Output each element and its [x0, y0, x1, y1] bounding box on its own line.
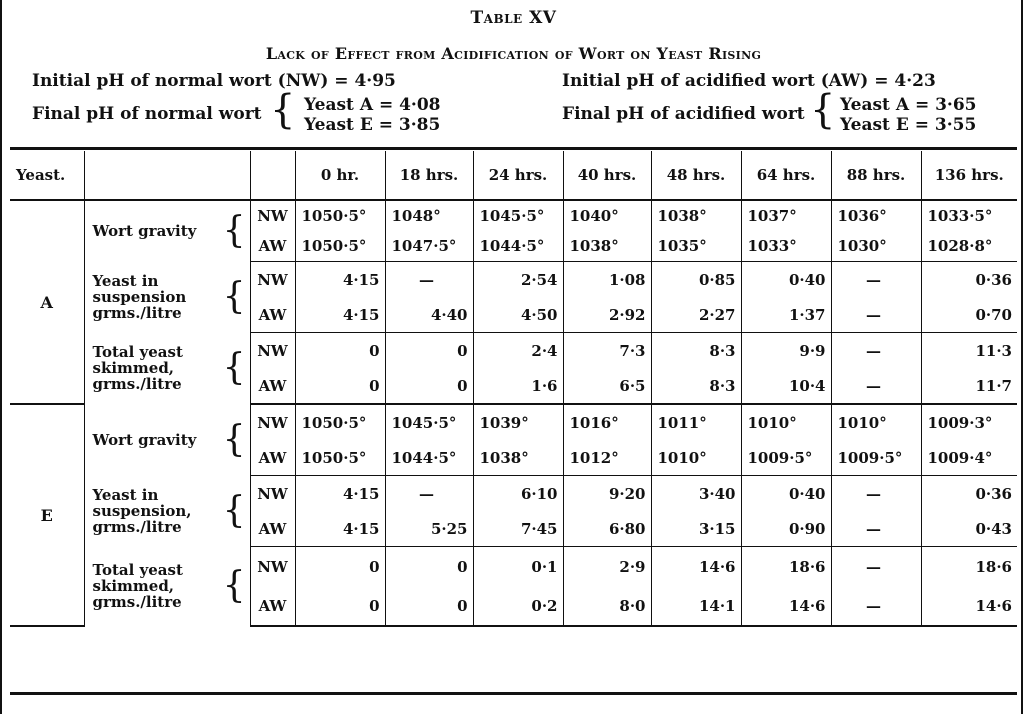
- header-row: [10, 151, 1017, 200]
- wort-type-tag: AW: [250, 511, 295, 547]
- table-cell: 9·9: [741, 333, 831, 369]
- table-cell: 0: [295, 368, 385, 404]
- row-description-text: Wort gravity: [92, 430, 197, 449]
- table-cell: 4·40: [385, 297, 473, 333]
- column-header: 64 hrs.: [741, 151, 831, 200]
- table-cell: 2·92: [563, 297, 651, 333]
- table-cell: 4·15: [295, 476, 385, 512]
- table-cell: 1010°: [831, 404, 921, 440]
- table-cell: 0: [385, 368, 473, 404]
- column-header: 40 hrs.: [563, 151, 651, 200]
- table-cell: 1038°: [563, 231, 651, 262]
- table-cell: 1·08: [563, 262, 651, 298]
- table-row: [10, 476, 1017, 512]
- table-cell: 14·6: [741, 586, 831, 626]
- column-header: [84, 151, 250, 200]
- row-description-text: Total yeast skimmed, grms./litre: [92, 343, 183, 394]
- table-row: [10, 404, 1017, 440]
- column-header: 24 hrs.: [473, 151, 563, 200]
- wort-type-tag: NW: [250, 262, 295, 298]
- table-cell: 10·4: [741, 368, 831, 404]
- table-cell: —: [831, 262, 921, 298]
- table-cell: 8·3: [651, 368, 741, 404]
- table-cell: 1050·5°: [295, 200, 385, 231]
- table-cell: 6·10: [473, 476, 563, 512]
- table-cell: 1048°: [385, 200, 473, 231]
- table-row: [10, 262, 1017, 298]
- table-row: [10, 547, 1017, 587]
- table-cell: 0: [295, 586, 385, 626]
- column-header: Yeast.: [16, 166, 66, 184]
- brace-icon: {: [222, 276, 246, 317]
- brace-icon: {: [222, 418, 246, 460]
- table-cell: 0: [385, 547, 473, 587]
- wort-type-tag: AW: [250, 368, 295, 404]
- final-normal-A: Yeast A = 4·08: [304, 95, 441, 115]
- table-cell: 0: [385, 586, 473, 626]
- table-row: [10, 200, 1017, 231]
- row-description: [84, 262, 250, 333]
- brace-icon: {: [810, 87, 836, 133]
- table-cell: 11·3: [921, 333, 1017, 369]
- column-header: 18 hrs.: [385, 151, 473, 200]
- wort-type-tag: NW: [250, 404, 295, 440]
- table-subtitle: Lack of Effect from Acidification of Wort on Yeast Rising: [265, 44, 762, 63]
- table-cell: 1010°: [741, 404, 831, 440]
- table-cell: 14·6: [651, 547, 741, 587]
- row-description-text: Wort gravity: [92, 222, 197, 241]
- table-cell: 1045·5°: [473, 200, 563, 231]
- table-cell: 1050·5°: [295, 231, 385, 262]
- table-title: Table XV: [470, 8, 557, 28]
- row-description-text: Total yeast skimmed, grms./litre: [92, 561, 183, 612]
- table-cell: 1045·5°: [385, 404, 473, 440]
- table-cell: 4·50: [473, 297, 563, 333]
- table-cell: 6·80: [563, 511, 651, 547]
- wort-type-tag: AW: [250, 586, 295, 626]
- table-cell: 4·15: [295, 262, 385, 298]
- table-cell: 1033·5°: [921, 200, 1017, 231]
- table-cell: 1044·5°: [385, 440, 473, 476]
- table-cell: —: [831, 511, 921, 547]
- brace-icon: {: [222, 210, 246, 252]
- column-header: 0 hr.: [295, 151, 385, 200]
- table-cell: —: [831, 586, 921, 626]
- table-cell: 1038°: [651, 200, 741, 231]
- initial-normal-ph: Initial pH of normal wort (NW) = 4·95: [32, 71, 396, 91]
- table-cell: 7·45: [473, 511, 563, 547]
- brace-icon: {: [222, 490, 246, 531]
- table-cell: 1033°: [741, 231, 831, 262]
- column-header: [250, 151, 295, 200]
- brace-icon: {: [270, 87, 296, 133]
- table-cell: 0·2: [473, 586, 563, 626]
- table-cell: 6·5: [563, 368, 651, 404]
- row-description: [84, 333, 250, 405]
- table-cell: 1047·5°: [385, 231, 473, 262]
- table-cell: 2·27: [651, 297, 741, 333]
- table-cell: —: [385, 476, 473, 512]
- table-cell: 0·40: [741, 476, 831, 512]
- initial-acidified-ph: Initial pH of acidified wort (AW) = 4·23: [562, 71, 936, 91]
- table-cell: 11·7: [921, 368, 1017, 404]
- row-description-text: Yeast in suspension grms./litre: [92, 272, 187, 322]
- table-cell: 3·15: [651, 511, 741, 547]
- table-cell: 0·85: [651, 262, 741, 298]
- table-cell: 2·54: [473, 262, 563, 298]
- table-cell: 0·70: [921, 297, 1017, 333]
- table-cell: 1038°: [473, 440, 563, 476]
- wort-type-tag: AW: [250, 440, 295, 476]
- table-cell: 7·3: [563, 333, 651, 369]
- brace-icon: {: [222, 347, 246, 389]
- table-cell: 1009·5°: [741, 440, 831, 476]
- table-cell: 5·25: [385, 511, 473, 547]
- top-rule: [10, 147, 1017, 150]
- wort-type-tag: NW: [250, 333, 295, 369]
- table-cell: 0·1: [473, 547, 563, 587]
- table-cell: 1009·3°: [921, 404, 1017, 440]
- table-cell: —: [831, 547, 921, 587]
- table-cell: 1016°: [563, 404, 651, 440]
- table-cell: —: [385, 262, 473, 298]
- table-cell: 1050·5°: [295, 404, 385, 440]
- table-cell: —: [831, 297, 921, 333]
- table-cell: 4·15: [295, 511, 385, 547]
- table-cell: 0·90: [741, 511, 831, 547]
- data-table: [10, 151, 1017, 627]
- table-cell: 1·6: [473, 368, 563, 404]
- table-cell: 1050·5°: [295, 440, 385, 476]
- final-normal-E: Yeast E = 3·85: [304, 115, 441, 135]
- table-cell: 1030°: [831, 231, 921, 262]
- wort-type-tag: NW: [250, 200, 295, 231]
- final-normal-label: Final pH of normal wort: [32, 104, 262, 124]
- table-cell: 18·6: [741, 547, 831, 587]
- table-cell: 1012°: [563, 440, 651, 476]
- table-row: [10, 333, 1017, 369]
- table-cell: 0·36: [921, 262, 1017, 298]
- table-cell: 1039°: [473, 404, 563, 440]
- table-cell: 4·15: [295, 297, 385, 333]
- wort-type-tag: NW: [250, 547, 295, 587]
- table-cell: 14·6: [921, 586, 1017, 626]
- column-header: 48 hrs.: [651, 151, 741, 200]
- table-cell: 14·1: [651, 586, 741, 626]
- table-cell: 0·36: [921, 476, 1017, 512]
- table-cell: 0: [295, 547, 385, 587]
- table-cell: 3·40: [651, 476, 741, 512]
- wort-type-tag: AW: [250, 297, 295, 333]
- table-cell: —: [831, 476, 921, 512]
- table-cell: 1009·4°: [921, 440, 1017, 476]
- table-cell: 8·3: [651, 333, 741, 369]
- table-cell: 0·40: [741, 262, 831, 298]
- table-cell: 1044·5°: [473, 231, 563, 262]
- table-cell: 1·37: [741, 297, 831, 333]
- final-acidified-A: Yeast A = 3·65: [840, 95, 977, 115]
- row-description: [84, 547, 250, 627]
- table-cell: 2·9: [563, 547, 651, 587]
- table-cell: 18·6: [921, 547, 1017, 587]
- row-description: [84, 476, 250, 547]
- table-cell: 1035°: [651, 231, 741, 262]
- wort-type-tag: AW: [250, 231, 295, 262]
- yeast-label: E: [10, 404, 84, 626]
- table-cell: 1040°: [563, 200, 651, 231]
- row-description: [84, 200, 250, 262]
- column-header: 88 hrs.: [831, 151, 921, 200]
- yeast-label: A: [10, 200, 84, 404]
- table-cell: 0: [295, 333, 385, 369]
- table-cell: 1011°: [651, 404, 741, 440]
- table-cell: 1009·5°: [831, 440, 921, 476]
- row-description-text: Yeast in suspension, grms./litre: [92, 486, 192, 536]
- final-acidified-E: Yeast E = 3·55: [840, 115, 977, 135]
- table-cell: 2·4: [473, 333, 563, 369]
- row-description: [84, 404, 250, 476]
- column-header: 136 hrs.: [921, 151, 1017, 200]
- final-acidified-label: Final pH of acidified wort: [562, 104, 805, 124]
- table-cell: 1010°: [651, 440, 741, 476]
- brace-icon: {: [222, 565, 246, 607]
- table-cell: 9·20: [563, 476, 651, 512]
- table-cell: 1037°: [741, 200, 831, 231]
- table-cell: —: [831, 333, 921, 369]
- table-cell: 1028·8°: [921, 231, 1017, 262]
- wort-type-tag: NW: [250, 476, 295, 512]
- table-cell: 0: [385, 333, 473, 369]
- table-cell: 0·43: [921, 511, 1017, 547]
- bottom-rule: [10, 692, 1017, 695]
- table-cell: 1036°: [831, 200, 921, 231]
- table-cell: 8·0: [563, 586, 651, 626]
- table-cell: —: [831, 368, 921, 404]
